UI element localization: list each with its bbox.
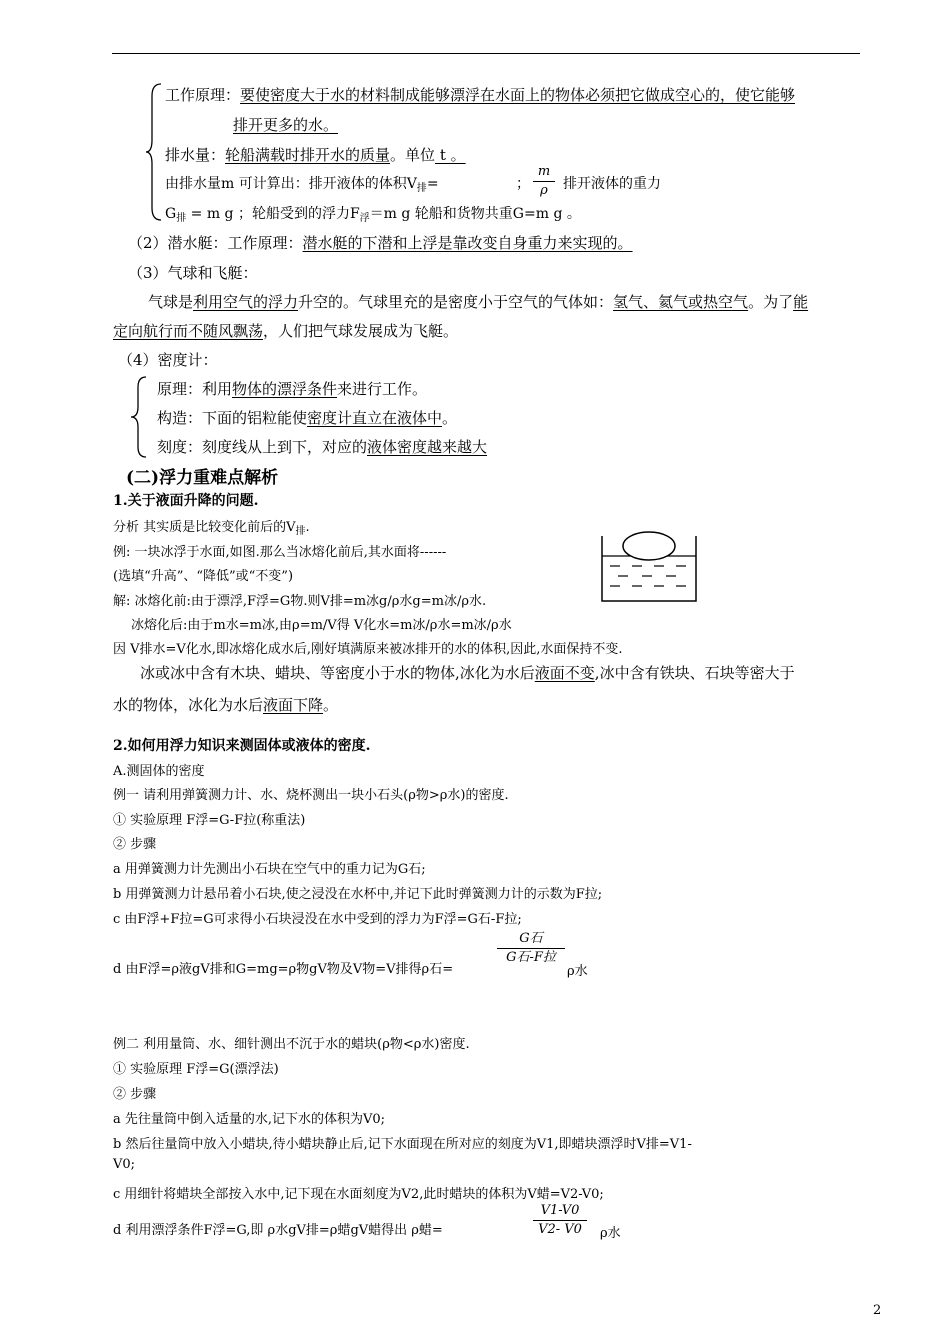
balloon-para-1: 气球是利用空气的浮力升空的。气球里充的是密度小于空气的气体如：氢气、氦气或热空气。为了能 [148, 293, 809, 311]
q2-ex2-step-d-tail: ρ水 [600, 1226, 621, 1241]
densimeter-brace-icon [130, 375, 148, 459]
densimeter-scale: 刻度：刻度线从上到下，对应的液体密度越来越大 [157, 438, 488, 456]
q2-ex1-step-d-tail: ρ水 [567, 964, 588, 979]
q2-example-1: 例一 请利用弹簧测力计、水、烧杯测出一块小石头(ρ物>ρ水)的密度. [113, 788, 509, 803]
submarine-line: （2）潜水艇：工作原理：潜水艇的下潜和上浮是靠改变自身重力来实现的。 [128, 234, 633, 252]
q2-ex2-step-a: a 先往量筒中倒入适量的水,记下水的体积为V0; [113, 1112, 386, 1127]
question-1-title: 1.关于液面升降的问题. [113, 493, 259, 509]
q1-solution-1: 解: 冰熔化前:由于漂浮,F浮=G物.则V排=m冰g/ρ水g=m冰/ρ水. [113, 594, 487, 609]
question-2-title: 2.如何用浮力知识来测固体或液体的密度. [113, 738, 371, 754]
ship-line-3: 排水量：轮船满载时排开水的质量。单位 t 。 [165, 146, 466, 164]
ship-line-2: 排开更多的水。 [233, 116, 339, 134]
q2-ex2-step-c: c 用细针将蜡块全部按入水中,记下现在水面刻度为V2,此时蜡块的体积为V蜡=V2-V0; [113, 1187, 604, 1202]
ice-in-water-figure [600, 524, 700, 604]
q2-ex2-principle: ① 实验原理 F浮=G(漂浮法) [113, 1062, 279, 1077]
densimeter-title: （4）密度计： [118, 351, 218, 369]
balloon-title: （3）气球和飞艇： [128, 264, 258, 282]
q2-ex1-step-b: b 用弹簧测力计悬吊着小石块,使之浸没在水杯中,并记下此时弹簧测力计的示数为F拉; [113, 887, 603, 902]
q2-ex1-steps: ② 步骤 [113, 837, 157, 852]
q2-ex1-principle: ① 实验原理 F浮=G-F拉(称重法) [113, 813, 306, 828]
ship-brace-icon [145, 82, 163, 222]
q2-ex2-step-b: b 然后往量筒中放入小蜡块,待小蜡块静止后,记下水面现在所对应的刻度为V1,即蜡块漂浮时V排=V1- [113, 1137, 692, 1152]
q2-ex2-steps: ② 步骤 [113, 1087, 157, 1102]
stone-density-fraction: G石 G石-F拉 [497, 930, 565, 967]
q2-ex1-step-a: a 用弹簧测力计先测出小石块在空气中的重力记为G石; [113, 862, 426, 877]
densimeter-principle: 原理：利用物体的漂浮条件来进行工作。 [157, 380, 428, 398]
mass-density-fraction: m ρ [533, 163, 555, 200]
q1-solution-3: 因 V排水=V化水,即冰熔化成水后,刚好填满原来被冰排开的水的体积,因此,水面保持不变. [113, 642, 623, 657]
densimeter-structure: 构造：下面的铝粒能使密度计直立在液体中。 [157, 409, 458, 427]
ship-line-5: $G_排 = m$ g ；轮船受到的浮力$F_浮=m$ g 轮船和货物共重G=m g 。 [165, 206, 581, 224]
balloon-para-2: 定向航行而不随风飘荡，人们把气球发展成为飞艇。 [113, 322, 459, 340]
ship-line-1: 工作原理：要使密度大于水的材料制成能够漂浮在水面上的物体必须把它做成空心的，使它能够 [165, 86, 796, 104]
q2-ex2-step-b-cont: V0; [113, 1157, 136, 1172]
q1-example: 例: 一块冰浮于水面,如图.那么当冰熔化前后,其水面将------ [113, 545, 447, 560]
q1-conclusion-2: 水的物体，冰化为水后液面下降。 [113, 696, 339, 714]
q2-example-2: 例二 利用量筒、水、细针测出不沉于水的蜡块(ρ物<ρ水)密度. [113, 1037, 470, 1052]
q1-conclusion-1: 冰或冰中含有木块、蜡块、等密度小于水的物体,冰化为水后液面不变,冰中含有铁块、石块等密大于 [140, 664, 795, 682]
q1-solution-2: 冰熔化后:由于m水=m冰,由ρ=m/V得 V化水=m冰/ρ水=m冰/ρ水 [131, 618, 512, 633]
header-rule [112, 53, 860, 54]
q1-choice: (选填“升高”、“降低”或“不变”) [113, 569, 294, 584]
ship-line-4: 由排水量m 可计算出：排开液体的体积$V_排=$ [165, 176, 439, 194]
q1-analysis: 分析 其实质是比较变化前后的$V_排$. [113, 520, 310, 537]
wax-density-fraction: V1-V0 V2- V0 [533, 1202, 587, 1239]
ship-line-4-semicolon: ； [516, 176, 530, 192]
ship-line-4-tail: 排开液体的重力 [563, 176, 661, 192]
q2-ex1-step-c: c 由F浮+F拉=G可求得小石块浸没在水中受到的浮力为F浮=G石-F拉; [113, 912, 522, 927]
q2-ex2-step-d: d 利用漂浮条件F浮=G,即 ρ水gV排=ρ蜡gV蜡得出 ρ蜡= [113, 1223, 443, 1238]
page-number: 2 [873, 1303, 882, 1318]
q2-ex1-step-d: d 由F浮=ρ液gV排和G=mg=ρ物gV物及V物=V排得ρ石= [113, 962, 454, 977]
q2-solid-title: A.测固体的密度 [113, 764, 205, 779]
section-heading: (二)浮力重难点解析 [126, 468, 279, 488]
